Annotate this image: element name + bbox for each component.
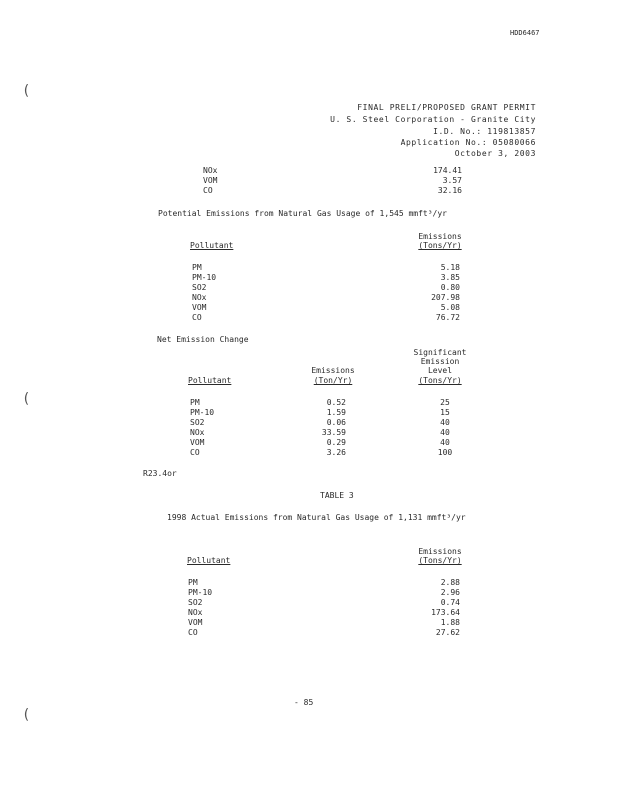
potential-row-value: 76.72 (435, 313, 460, 322)
net-row-level: 40 (440, 438, 450, 447)
potential-row-value: 5.18 (440, 263, 460, 272)
scan-mark: ( (22, 83, 31, 99)
table-label: TABLE 3 (320, 491, 354, 500)
net-row-pollutant: PM-10 (190, 408, 215, 417)
potential-emissions-header: Emissions (418, 232, 462, 241)
header-id: I.D. No.: 119813857 (433, 127, 536, 136)
actual-row-value: 1.88 (440, 618, 460, 627)
actual-row-pollutant: SO2 (188, 598, 203, 607)
page-number: - 85 (294, 698, 314, 707)
net-sig-header-2: Emission (420, 357, 460, 366)
net-row-pollutant: VOM (190, 438, 205, 447)
potential-row-value: 5.08 (440, 303, 460, 312)
top-pollutant: VOM (203, 176, 218, 185)
net-row-level: 40 (440, 418, 450, 427)
net-row-pollutant: NOx (190, 428, 205, 437)
header-date: October 3, 2003 (454, 149, 536, 158)
actual-row-value: 27.62 (435, 628, 460, 637)
actual-row-value: 2.88 (440, 578, 460, 587)
actual-row-pollutant: PM-10 (188, 588, 213, 597)
potential-row-value: 0.80 (440, 283, 460, 292)
potential-row-value: 3.85 (440, 273, 460, 282)
top-value: 3.57 (442, 176, 462, 185)
document-id: HDD6467 (510, 29, 540, 37)
actual-row-pollutant: PM (188, 578, 198, 587)
header-application: Application No.: 05080066 (400, 138, 536, 147)
net-row-emissions: 0.52 (326, 398, 346, 407)
potential-row-pollutant: SO2 (192, 283, 207, 292)
net-row-emissions: 0.29 (326, 438, 346, 447)
actual-title: 1998 Actual Emissions from Natural Gas Usage of 1,131 mmft³/yr (167, 513, 466, 522)
net-sig-units-header: (Tons/Yr) (418, 376, 462, 385)
header-title: FINAL PRELI/PROPOSED GRANT PERMIT (357, 103, 536, 112)
actual-row-value: 173.64 (431, 608, 460, 617)
net-row-emissions: 0.06 (326, 418, 346, 427)
potential-title: Potential Emissions from Natural Gas Usage of 1,545 mmft³/yr (158, 209, 447, 218)
net-row-level: 100 (437, 448, 453, 457)
actual-emissions-header: Emissions (418, 547, 462, 556)
scan-mark: ( (22, 707, 31, 723)
potential-pollutant-header: Pollutant (190, 241, 234, 250)
potential-units-header: (Tons/Yr) (418, 241, 462, 250)
potential-row-pollutant: PM-10 (192, 273, 217, 282)
net-row-emissions: 3.26 (326, 448, 346, 457)
note: R23.4or (143, 469, 177, 478)
net-row-emissions: 1.59 (326, 408, 346, 417)
net-units-header: (Ton/Yr) (313, 376, 353, 385)
net-sig-header-1: Significant (413, 348, 467, 357)
net-row-level: 15 (440, 408, 450, 417)
net-row-level: 40 (440, 428, 450, 437)
net-row-pollutant: CO (190, 448, 200, 457)
potential-row-pollutant: PM (192, 263, 202, 272)
net-emissions-header: Emissions (311, 366, 355, 375)
potential-row-pollutant: CO (192, 313, 202, 322)
net-pollutant-header: Pollutant (188, 376, 232, 385)
top-pollutant: NOx (203, 166, 218, 175)
top-value: 32.16 (437, 186, 462, 195)
potential-row-pollutant: NOx (192, 293, 207, 302)
net-row-level: 25 (440, 398, 450, 407)
potential-row-pollutant: VOM (192, 303, 207, 312)
actual-pollutant-header: Pollutant (187, 556, 231, 565)
net-row-pollutant: PM (190, 398, 200, 407)
net-title: Net Emission Change (157, 335, 249, 344)
net-sig-header-3: Level (427, 366, 453, 375)
actual-row-pollutant: VOM (188, 618, 203, 627)
actual-row-value: 0.74 (440, 598, 460, 607)
actual-units-header: (Tons/Yr) (418, 556, 462, 565)
scan-mark: ( (22, 391, 31, 407)
top-pollutant: CO (203, 186, 213, 195)
actual-row-value: 2.96 (440, 588, 460, 597)
header-company: U. S. Steel Corporation - Granite City (330, 115, 536, 124)
potential-row-value: 207.98 (431, 293, 460, 302)
actual-row-pollutant: CO (188, 628, 198, 637)
net-row-emissions: 33.59 (321, 428, 346, 437)
top-value: 174.41 (433, 166, 462, 175)
actual-row-pollutant: NOx (188, 608, 203, 617)
net-row-pollutant: SO2 (190, 418, 205, 427)
